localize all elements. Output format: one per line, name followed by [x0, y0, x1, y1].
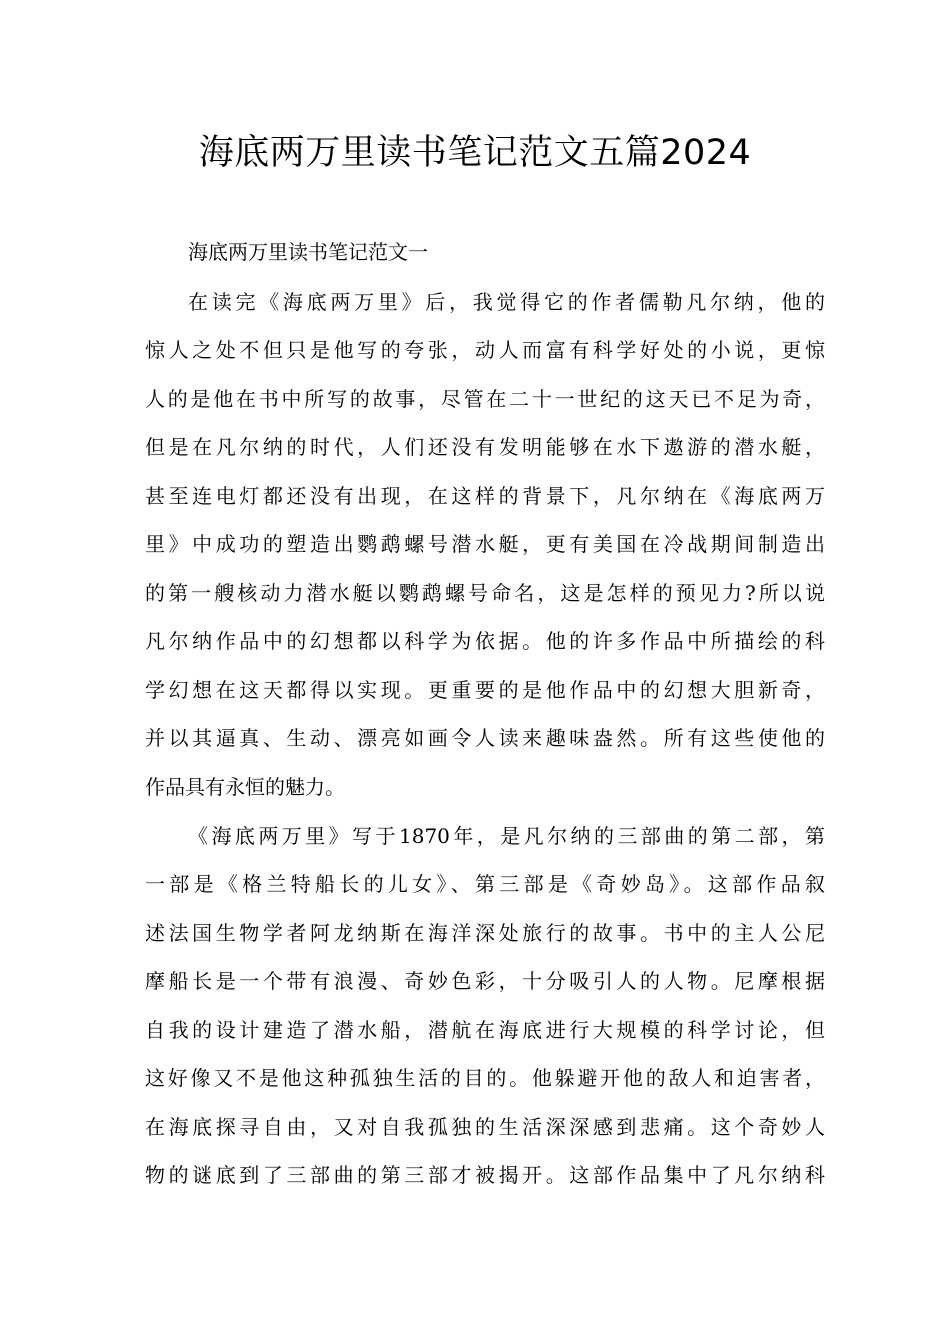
paragraph-1-line-7: 的第一艘核动力潜水艇以鹦鹉螺号命名，这是怎样的预见力?所以说: [145, 581, 825, 605]
document-title: 海底两万里读书笔记范文五篇2024: [198, 133, 752, 173]
paragraph-1-line-9: 学幻想在这天都得以实现。更重要的是他作品中的幻想大胆新奇，: [145, 678, 825, 702]
paragraph-1-line-3: 人的是他在书中所写的故事，尽管在二十一世纪的这天已不足为奇，: [145, 387, 825, 411]
paragraph-1-line-1: 在读完《海底两万里》后，我觉得它的作者儒勒凡尔纳，他的: [188, 290, 825, 314]
section-heading: 海底两万里读书笔记范文一: [188, 240, 428, 264]
paragraph-1-line-6: 里》中成功的塑造出鹦鹉螺号潜水艇，更有美国在冷战期间制造出: [145, 532, 825, 556]
paragraph-2-line-7: 在海底探寻自由，又对自我孤独的生活深深感到悲痛。这个奇妙人: [145, 1115, 825, 1139]
paragraph-1-line-4: 但是在凡尔纳的时代，人们还没有发明能够在水下遨游的潜水艇，: [145, 435, 825, 459]
paragraph-2-line-6: 这好像又不是他这种孤独生活的目的。他躲避开他的敌人和迫害者，: [145, 1066, 825, 1090]
paragraph-1-line-11: 作品具有永恒的魅力。: [145, 775, 345, 799]
paragraph-1-line-10: 并以其逼真、生动、漂亮如画令人读来趣味盎然。所有这些使他的: [145, 726, 825, 750]
paragraph-2-line-4: 摩船长是一个带有浪漫、奇妙色彩，十分吸引人的人物。尼摩根据: [145, 969, 825, 993]
paragraph-1-line-2: 惊人之处不但只是他写的夸张，动人而富有科学好处的小说，更惊: [145, 338, 825, 362]
paragraph-2-line-5: 自我的设计建造了潜水船，潜航在海底进行大规模的科学讨论，但: [145, 1018, 825, 1042]
paragraph-2-line-3: 述法国生物学者阿龙纳斯在海洋深处旅行的故事。书中的主人公尼: [145, 921, 825, 945]
paragraph-1-line-8: 凡尔纳作品中的幻想都以科学为依据。他的许多作品中所描绘的科: [145, 629, 825, 653]
paragraph-2-line-2: 一部是《格兰特船长的儿女》、第三部是《奇妙岛》。这部作品叙: [145, 872, 825, 896]
paragraph-2-line-1: 《海底两万里》写于1870年，是凡尔纳的三部曲的第二部，第: [188, 824, 825, 848]
paragraph-2-line-8: 物的谜底到了三部曲的第三部才被揭开。这部作品集中了凡尔纳科: [145, 1163, 825, 1187]
paragraph-1-line-5: 甚至连电灯都还没有出现，在这样的背景下，凡尔纳在《海底两万: [145, 484, 825, 508]
